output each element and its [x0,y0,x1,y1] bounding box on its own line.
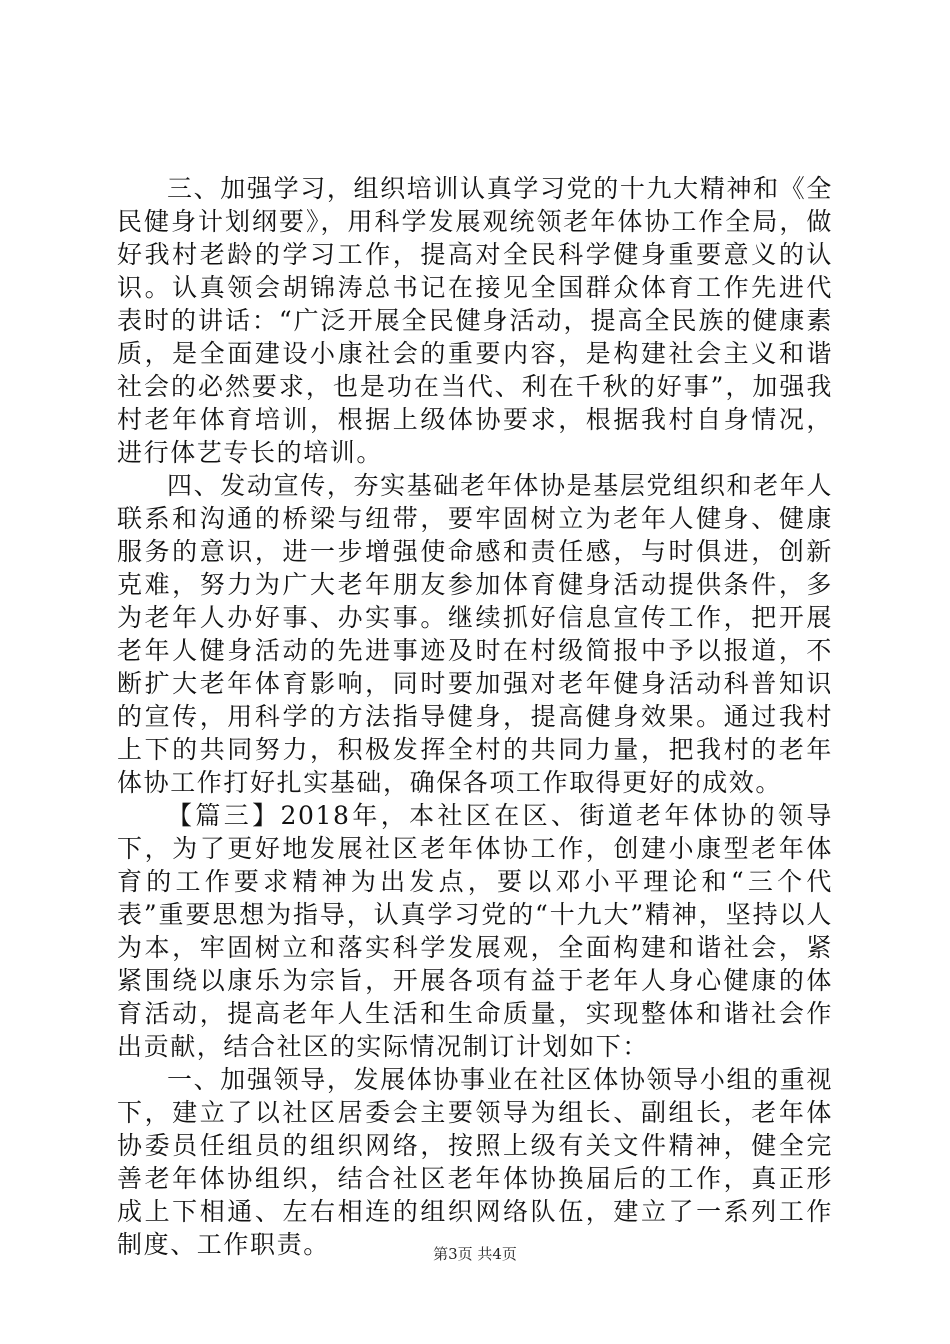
paragraph-part-three-item-one: 一、加强领导，发展体协事业在社区体协领导小组的重视下，建立了以社区居委会主要领导为组长、副组长，老年体协委员任组员的组织网络，按照上级有关文件精神，健全完善老年体协组织，结合社区老年体协换届后的工作，真正形成上下相通、左右相连的组织网络队伍，建立了一系列工作制度、工作职责。 [117,1065,833,1259]
paragraph-section-four: 四、发动宣传，夯实基础老年体协是基层党组织和老年人联系和沟通的桥梁与纽带，要牢固树立为老年人健身、健康服务的意识，进一步增强使命感和责任感，与时俱进，创新克难，努力为广大老年朋友参加体育健身活动提供条件，多为老年人办好事、办实事。继续抓好信息宣传工作，把开展老年人健身活动的先进事迹及时在村级简报中予以报道，不断扩大老年体育影响，同时要加强对老年健身活动科普知识的宣传，用科学的方法指导健身，提高健身效果。通过我村上下的共同努力，积极发挥全村的共同力量，把我村的老年体协工作打好扎实基础，确保各项工作取得更好的成效。 [117,471,833,797]
document-body [117,172,833,1261]
paragraph-part-three-intro: 【篇三】2018年，本社区在区、街道老年体协的领导下，为了更好地发展社区老年体协工作，创建小康型老年体育的工作要求精神为出发点，要以邓小平理论和“三个代表”重要思想为指导，认真学习党的“十九大”精神，坚持以人为本，牢固树立和落实科学发展观，全面构建和谐社会，紧紧围绕以康乐为宗旨，开展各项有益于老年人身心健康的体育活动，提高老年人生活和生命质量，实现整体和谐社会作出贡献，结合社区的实际情况制订计划如下： [117,801,833,1061]
page-number-footer: 第3页 共4页 [433,1245,517,1263]
paragraph-section-three: 三、加强学习，组织培训认真学习党的十九大精神和《全民健身计划纲要》，用科学发展观统领老年体协工作全局，做好我村老龄的学习工作，提高对全民科学健身重要意义的认识。认真领会胡锦涛总书记在接见全国群众体育工作先进代表时的讲话：“广泛开展全民健身活动，提高全民族的健康素质，是全面建设小康社会的重要内容，是构建社会主义和谐社会的必然要求，也是功在当代、利在千秋的好事”，加强我村老年体育培训，根据上级体协要求，根据我村自身情况，进行体艺专长的培训。 [117,174,833,467]
